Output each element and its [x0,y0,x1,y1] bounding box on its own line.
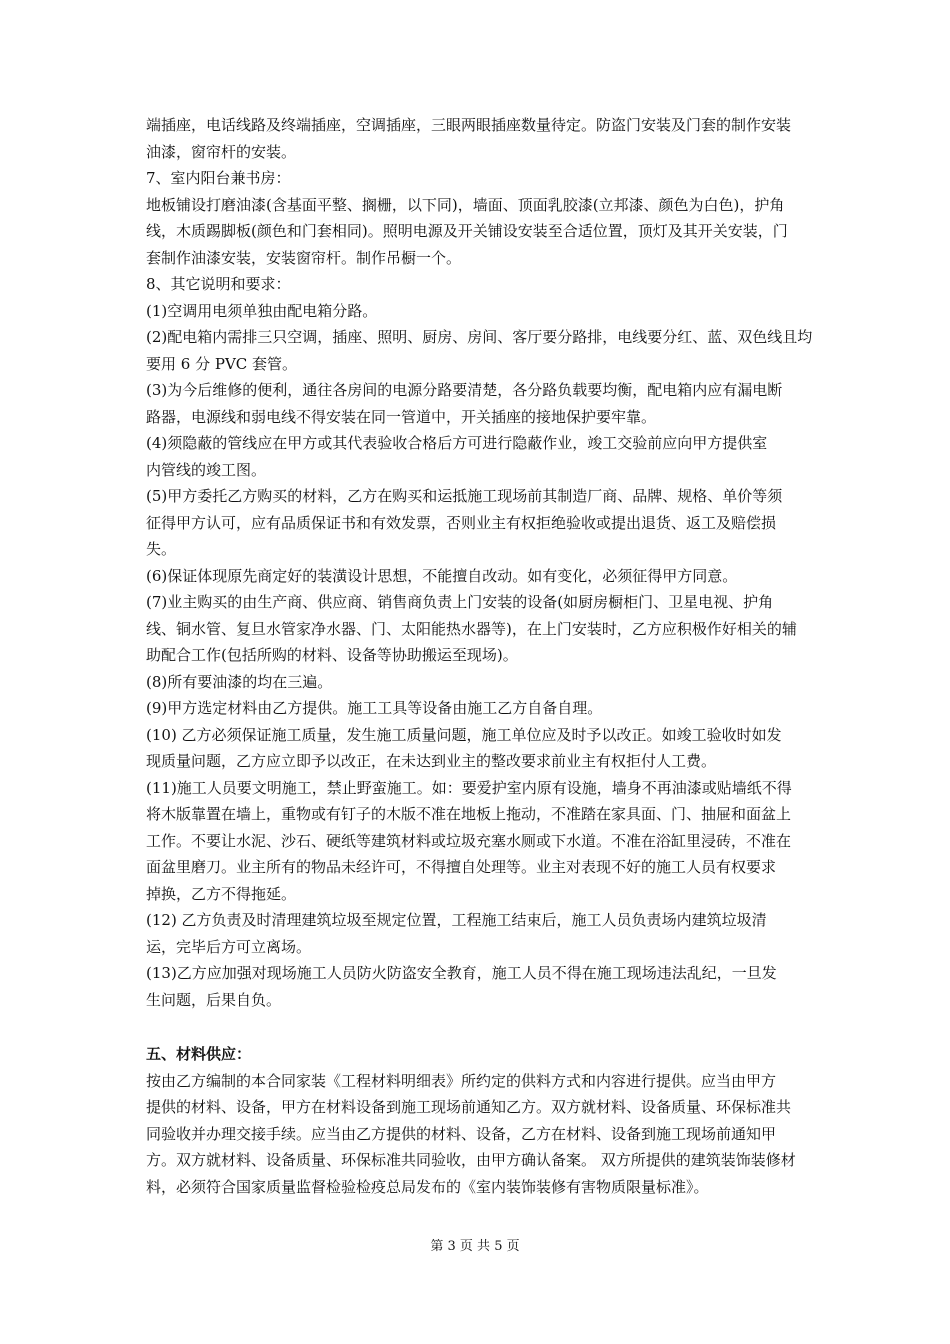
text-line: 失。 [146,540,177,558]
text-line: 线，木质踢脚板(颜色和门套相同)。照明电源及开关铺设安装至合适位置，顶灯及其开关安装，门 [146,222,788,240]
section-four-text [146,112,814,1013]
text-line: 提供的材料、设备，甲方在材料设备到施工现场前通知乙方。双方就材料、设备质量、环保标准共 [146,1098,792,1116]
text-line: 掉换，乙方不得拖延。 [146,884,297,903]
text-line: 征得甲方认可，应有品质保证书和有效发票，否则业主有权拒绝验收或提出退货、返工及赔偿损 [146,513,777,532]
text-line: (9)甲方选定材料由乙方提供。施工工具等设备由施工乙方自备自理。 [146,699,603,717]
text-line: 内管线的竣工图。 [146,460,267,479]
text-line: 面盆里磨刀。业主所有的物品未经许可，不得擅自处理等。业主对表现不好的施工人员有权要求 [146,858,777,876]
text-line: 线、铜水管、复旦水管家净水器、门、太阳能热水器等)，在上门安装时，乙方应积极作好相关的辅 [146,619,797,638]
text-line: 端插座，电话线路及终端插座，空调插座，三眼两眼插座数量待定。防盗门安装及门套的制作安装 [146,116,792,134]
text-line: 7、室内阳台兼书房： [146,169,291,187]
text-line: 油漆，窗帘杆的安装。 [146,142,297,161]
text-line: (5)甲方委托乙方购买的材料，乙方在购买和运抵施工现场前其制造厂商、品牌、规格、单价等须 [146,487,783,505]
section-five-text [146,1068,814,1201]
text-line: 运，完毕后方可立离场。 [146,937,312,956]
text-line: 路器，电源线和弱电线不得安装在同一管道中，开关插座的接地保护要牢靠。 [146,407,657,426]
text-line: (4)须隐蔽的管线应在甲方或其代表验收合格后方可进行隐蔽作业，竣工交验前应向甲方提供室 [146,434,768,452]
text-line: (7)业主购买的由生产商、供应商、销售商负责上门安装的设备(如厨房橱柜门、卫星电视、护角 [146,593,774,611]
text-line: (11)施工人员要文明施工，禁止野蛮施工。如：要爱护室内原有设施，墙身不再油漆或贴墙纸不得 [146,778,792,797]
document-body [146,112,814,1200]
text-line: (10) 乙方必须保证施工质量，发生施工质量问题，施工单位应及时予以改正。如竣工验收时如发 [146,725,782,744]
text-line: 生问题，后果自负。 [146,990,282,1009]
text-line: (13)乙方应加强对现场施工人员防火防盗安全教育，施工人员不得在施工现场违法乱纪，一旦发 [146,964,777,982]
text-line: 工作。不要让水泥、沙石、硬纸等建筑材料或垃圾充塞水厕或下水道。不准在浴缸里浸砖，不准在 [146,831,792,850]
text-line: 同验收并办理交接手续。应当由乙方提供的材料、设备，乙方在材料、设备到施工现场前通知甲 [146,1124,777,1143]
text-line: 套制作油漆安装，安装窗帘杆。制作吊橱一个。 [146,248,462,267]
text-line: (6)保证体现原先商定好的装潢设计思想，不能擅自改动。如有变化，必须征得甲方同意。 [146,566,738,585]
page-footer: 第 3 页 共 5 页 [430,1239,520,1254]
text-line: 方。双方就材料、设备质量、环保标准共同验收，由甲方确认备案。 双方所提供的建筑装饰装修材 [146,1151,796,1169]
paragraph-gap [146,1013,814,1041]
text-line: 要用 6 分 PVC 套管。 [146,354,298,373]
text-line: (12) 乙方负责及时清理建筑垃圾至规定位置，工程施工结束后，施工人员负责场内建筑垃圾清 [146,911,767,929]
text-line: (8)所有要油漆的均在三遍。 [146,672,333,691]
text-line: (1)空调用电须单独由配电箱分路。 [146,301,378,320]
text-line: 现质量问题，乙方应立即予以改正，在未达到业主的整改要求前业主有权拒付人工费。 [146,752,717,770]
text-line: 料，必须符合国家质量监督检验检疫总局发布的《室内装饰装修有害物质限量标准》。 [146,1177,709,1196]
text-line: 地板铺设打磨油漆(含基面平整、搁栅，以下同)，墙面、顶面乳胶漆(立邦漆、颜色为白色)，护角 [146,195,785,214]
section-five-heading: 五、材料供应： [146,1045,252,1063]
text-line: 按由乙方编制的本合同家装《工程材料明细表》所约定的供料方式和内容进行提供。应当由甲方 [146,1071,777,1090]
text-line: 助配合工作(包括所购的材料、设备等协助搬运至现场)。 [146,646,518,664]
text-line: 8、其它说明和要求： [146,275,291,293]
text-line: (3)为今后维修的便利，通往各房间的电源分路要清楚，各分路负载要均衡，配电箱内应有漏电断 [146,381,783,399]
text-line: 将木版靠置在墙上，重物或有钉子的木版不准在地板上拖动，不准踏在家具面、门、抽屉和面盆上 [146,805,792,823]
text-line: (2)配电箱内需排三只空调，插座、照明、厨房、房间、客厅要分路排，电线要分红、蓝、双色线且均 [146,328,813,346]
